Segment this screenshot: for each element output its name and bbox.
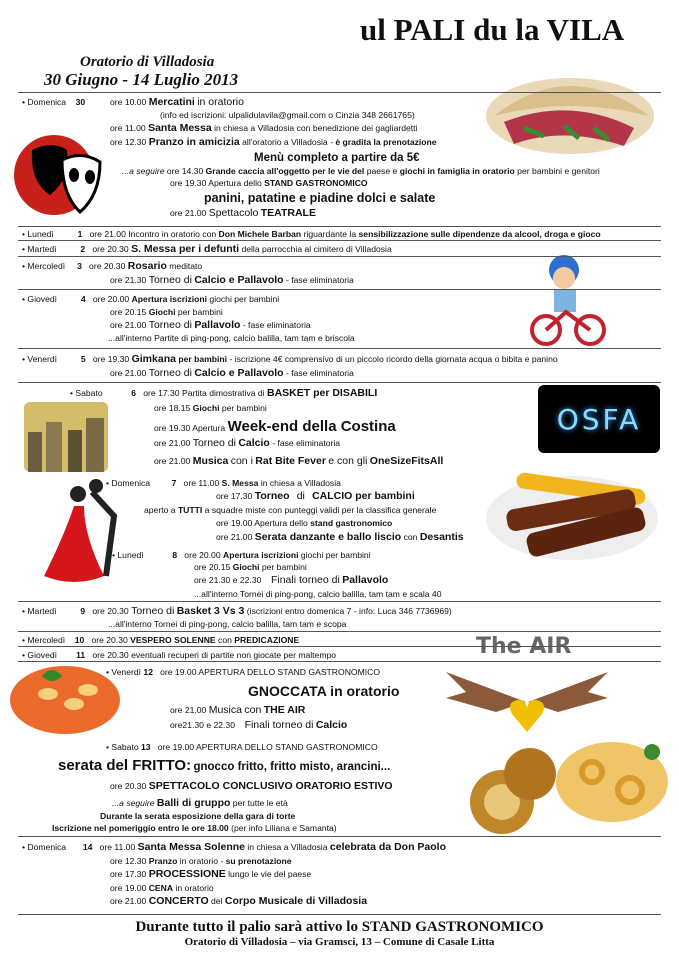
event-row: ore 18.15 Giochi per bambini	[154, 403, 267, 413]
event-row: ore 21.00 Spettacolo TEATRALE	[170, 207, 316, 219]
the-air-logo-text: The AIR	[476, 634, 572, 659]
osfa-logo-text: OSFA	[556, 402, 642, 436]
ribs-image	[476, 460, 660, 564]
day-3-row: • Mercoledì 3 ore 20.30 Rosario meditato	[22, 260, 203, 272]
day-4-row: • Giovedì 4 ore 20.00 Apertura iscrizioni giochi per bambini	[22, 294, 280, 304]
day-8-row: • Lunedì 8 ore 20.00 Apertura iscrizioni giochi per bambini	[112, 550, 371, 560]
day-13-row: • Sabato 13 ore 19.00 APERTURA DELLO STAND GASTRONOMICO	[106, 742, 378, 752]
divider	[18, 226, 661, 227]
day-2-row: • Martedì 2 ore 20.30 S. Messa per i defunti della parrocchia al cimitero di Villadosia	[22, 243, 392, 255]
divider	[18, 914, 661, 915]
event-row: ore 19.30 Apertura Week-end della Costina	[154, 418, 396, 435]
event-row: ore 17.30 Torneo di CALCIO per bambini	[216, 490, 415, 502]
divider	[18, 601, 661, 602]
dancers-image	[34, 476, 130, 588]
poster-title: ul PALI du la VILA	[360, 12, 625, 47]
gnocchi-image	[8, 660, 122, 736]
divider	[18, 836, 661, 837]
day-14-row: • Domenica 14 ore 11.00 Santa Messa Solenne in chiesa a Villadosia celebrata da Don Paolo	[22, 841, 447, 853]
divider	[18, 382, 661, 383]
info-line: ...all'interno Tornei di ping-pong, calcio balilla, tam tam e scala 40	[194, 589, 442, 599]
divider	[18, 631, 661, 632]
day-1-row: • Lunedì 1 ore 21.00 Incontro in oratorio con Don Michele Barban riguardante la sensibilizzazione sulle dipendenze da alcool, droga e gioco	[22, 229, 601, 239]
day-6-row: • Sabato 6 ore 17.30 Partita dimostrativa di BASKET per DISABILI	[70, 387, 378, 399]
divider	[18, 240, 661, 241]
divider	[18, 256, 661, 257]
event-row: ore 21.00 Musica con i Rat Bite Fever e con gli OneSizeFitsAll	[154, 455, 444, 467]
cake-contest: Durante la serata esposizione della gara di torte	[100, 811, 296, 821]
divider	[18, 646, 661, 647]
day-number: 30	[75, 97, 86, 107]
venue-subtitle: Oratorio di Villadosia	[80, 54, 215, 70]
event-row: ore 10.00 Mercatini in oratorio	[110, 96, 244, 108]
day-label: • Domenica	[22, 97, 67, 107]
piadina-image	[484, 66, 656, 158]
day-5-row: • Venerdì 5 ore 19.30 Gimkana per bambini - iscrizione 4€ comprensivo di un piccolo ricordo della giornata acqua o bibita e panino	[22, 353, 558, 365]
event-row: ore 20.15 Giochi per bambini	[110, 307, 223, 317]
event-row: ore 21.30 e 22.30 Finali torneo di Pallavolo	[194, 574, 389, 586]
day-30-row	[22, 97, 85, 108]
footer-address: Oratorio di Villadosia – via Gramsci, 13 – Comune di Casale Litta	[184, 936, 495, 948]
day-9-row: • Martedì 9 ore 20.30 Torneo di Basket 3 Vs 3 (iscrizioni entro domenica 7 - info: Luca 346 7736969)	[22, 605, 452, 617]
event-row: ore 11.00 Santa Messa in chiesa a Villadosia con benedizione dei gagliardetti	[110, 122, 418, 134]
event-row: ...a seguire ore 14.30 Grande caccia all'oggetto per le vie del paese e giochi in famiglia in oratorio per bambini e genitori	[122, 166, 600, 176]
day-10-row: • Mercoledì 10 ore 20.30 VESPERO SOLENNE con PREDICAZIONE	[22, 635, 300, 645]
menu-price: Menù completo a partire da 5€	[254, 152, 420, 164]
gnoccata-title: GNOCCATA in oratorio	[248, 683, 400, 699]
fritto-image	[452, 732, 672, 836]
event-row: ore21.30 e 22.30 Finali torneo di Calcio	[170, 719, 348, 731]
info-line: (info ed iscrizioni: ulpalidulavila@gmail.com o Cinzia 348 2661765)	[160, 110, 415, 120]
info-line: ...all'interno Tornei di ping-pong, calcio balilla, tam tam e scopa	[108, 619, 347, 629]
fritto-title: serata del FRITTO: gnocco fritto, fritto misto, arancini...	[58, 757, 391, 774]
event-row: ore 19.30 Apertura dello STAND GASTRONOMICO	[170, 178, 368, 188]
event-row: ore 12.30 Pranzo in amicizia all'oratorio a Villadosia - è gradita la prenotazione	[110, 136, 437, 148]
divider	[18, 661, 661, 662]
event-row: ...a seguire Balli di gruppo per tutte le età	[112, 797, 288, 809]
divider	[18, 348, 661, 349]
event-row: ore 20.15 Giochi per bambini	[194, 562, 307, 572]
city-comic-image	[24, 402, 108, 472]
event-row: ore 21.00 Torneo di Calcio e Pallavolo - fase eliminatoria	[110, 367, 354, 379]
day-12-row: • Venerdì 12 ore 19.00 APERTURA DELLO STAND GASTRONOMICO	[106, 667, 381, 677]
info-line: ...all'interno Partite di ping-pong, calcio balilla, tam tam e briscola	[108, 333, 355, 343]
theatre-masks-image	[12, 120, 112, 220]
divider	[18, 92, 661, 93]
event-row: ore 19.00 Apertura dello stand gastronomico	[216, 518, 393, 528]
event-row: ore 21.00 Torneo di Calcio - fase eliminatoria	[154, 437, 341, 449]
event-row: ore 21.00 CONCERTO del Corpo Musicale di Villadosia	[110, 895, 368, 907]
divider	[18, 289, 661, 290]
event-row: ore 19.00 CENA in oratorio	[110, 883, 214, 893]
kid-bike-image	[530, 252, 606, 348]
event-row: ore 21.30 Torneo di Calcio e Pallavolo - fase eliminatoria	[110, 274, 354, 286]
day-7-row: • Domenica 7 ore 11.00 S. Messa in chiesa a Villadosia	[106, 478, 341, 488]
footer-stand-notice: Durante tutto il palio sarà attivo lo STAND GASTRONOMICO	[135, 919, 544, 935]
event-row: ore 20.30 SPETTACOLO CONCLUSIVO ORATORIO ESTIVO	[110, 780, 393, 792]
event-row: ore 21.00 Musica con THE AIR	[170, 704, 306, 716]
date-range: 30 Giugno - 14 Luglio 2013	[44, 70, 239, 89]
day-11-row: • Giovedì 11 ore 20.30 eventuali recuperi di partite non giocate per maltempo	[22, 650, 337, 660]
event-row: ore 17.30 PROCESSIONE lungo le vie del paese	[110, 868, 312, 880]
osfa-logo-box	[538, 385, 660, 453]
event-row: ore 12.30 Pranzo in oratorio - su prenotazione	[110, 856, 292, 866]
food-line: panini, patatine e piadine dolci e salate	[204, 191, 436, 205]
event-row: aperto a TUTTI a squadre miste con punteggi validi per la classifica generale	[144, 505, 437, 515]
event-row: ore 21.00 Torneo di Pallavolo - fase eliminatoria	[110, 319, 311, 331]
the-air-logo	[436, 632, 618, 738]
event-row: Iscrizione nel pomeriggio entro le ore 18.00 (per info Liliana e Samanta)	[52, 823, 337, 833]
event-row: ore 21.00 Serata danzante e ballo liscio con Desantis	[216, 531, 464, 543]
